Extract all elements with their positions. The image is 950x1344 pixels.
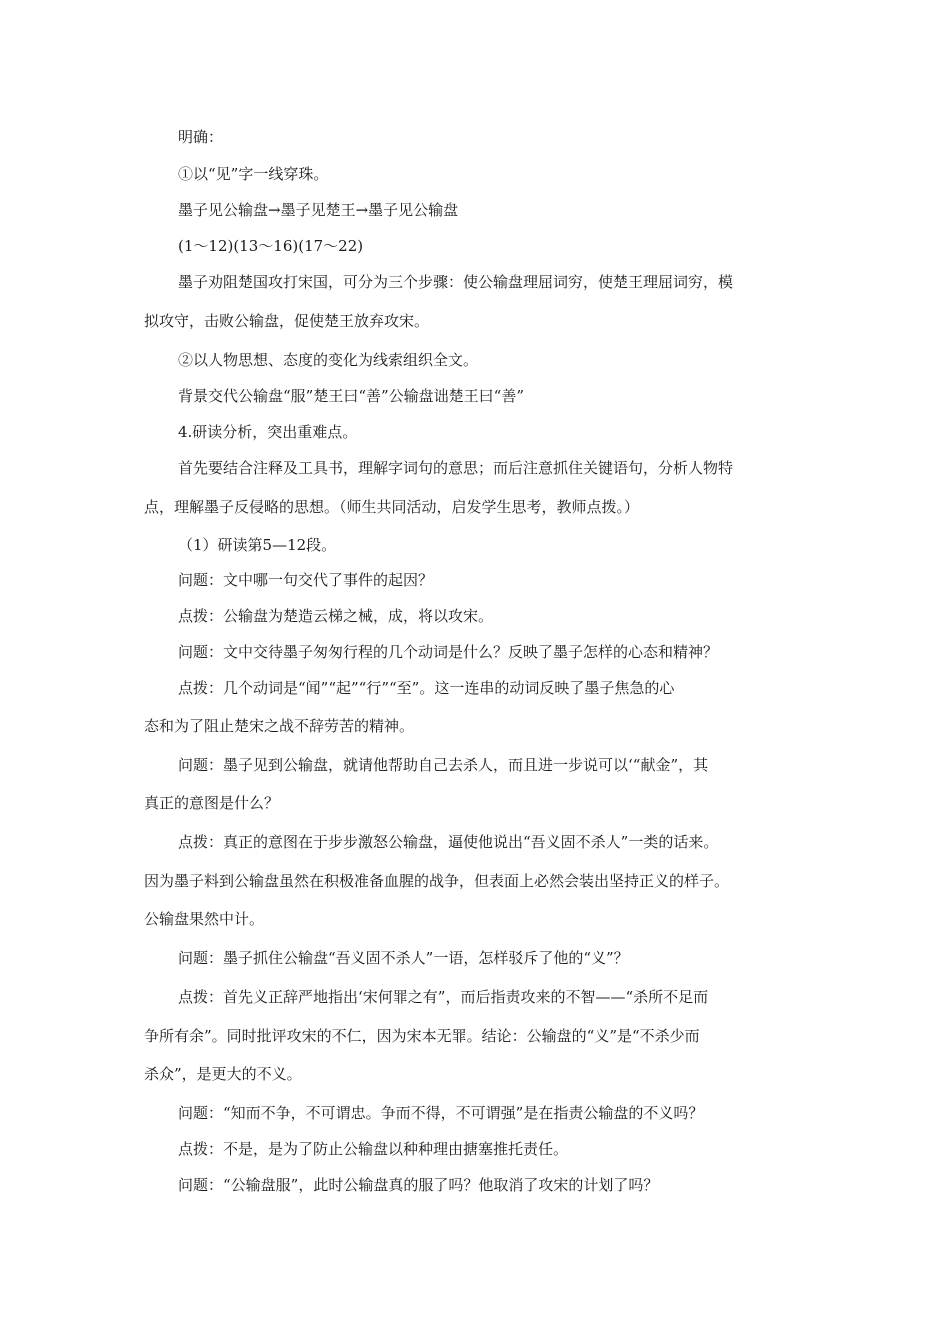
text-line: 点拨：公输盘为楚造云梯之械，成，将以攻宋。 — [178, 607, 494, 625]
text-line: 问题：文中哪一句交代了事件的起因？ — [178, 571, 434, 589]
text-line: （1）研读第5—12段。 — [178, 536, 337, 554]
text-line: 争所有余”。同时批评攻宋的不仁，因为宋本无罪。结论：公输盘的“义”是“不杀少而 — [144, 1027, 700, 1045]
text-line: 点，理解墨子反侵略的思想。（师生共同活动，启发学生思考，教师点拨。） — [144, 498, 640, 516]
text-line: 问题：“公输盘服”，此时公输盘真的服了吗？他取消了攻宋的计划了吗？ — [178, 1176, 659, 1194]
text-line: 拟攻守，击败公输盘，促使楚王放弃攻宋。 — [144, 312, 430, 330]
text-line: 墨子劝阻楚国攻打宋国，可分为三个步骤：使公输盘理屈词穷，使楚王理屈词穷，模 — [178, 273, 734, 291]
text-line: 态和为了阻止楚宋之战不辞劳苦的精神。 — [144, 717, 415, 735]
text-line: 墨子见公输盘→墨子见楚王→墨子见公输盘 — [178, 201, 459, 219]
text-line: 问题：文中交待墨子匆匆行程的几个动词是什么？反映了墨子怎样的心态和精神？ — [178, 643, 719, 661]
text-line: 问题：墨子抓住公输盘“吾义固不杀人”一语，怎样驳斥了他的“义”？ — [178, 949, 629, 967]
text-line: 点拨：真正的意图在于步步激怒公输盘，逼使他说出“吾义固不杀人”一类的话来。 — [178, 833, 719, 851]
text-line: 杀众”，是更大的不义。 — [144, 1065, 302, 1083]
text-line: 公输盘果然中计。 — [144, 910, 265, 928]
text-line: 背景交代公输盘“服”楚王曰“善”公输盘诎楚王曰“善” — [178, 387, 525, 405]
text-line: (1～12)(13～16)(17～22) — [178, 237, 364, 255]
text-line: 明确： — [178, 128, 224, 146]
text-line: ②以人物思想、态度的变化为线索组织全文。 — [178, 351, 479, 369]
text-line: 真正的意图是什么？ — [144, 794, 280, 812]
text-line: 4.研读分析，突出重难点。 — [178, 423, 358, 441]
text-line: 问题：“知而不争，不可谓忠。争而不得，不可谓强”是在指责公输盘的不义吗？ — [178, 1104, 704, 1122]
text-line: 首先要结合注释及工具书，理解字词句的意思；而后注意抓住关键语句，分析人物特 — [178, 459, 734, 477]
text-line: 点拨：首先义正辞严地指出‘宋何罪之有”，而后指责攻来的不智——“杀所不足而 — [178, 988, 709, 1006]
text-line: 问题：墨子见到公输盘，就请他帮助自己去杀人，而且进一步说可以‘“献金”，其 — [178, 756, 709, 774]
text-line: 因为墨子料到公输盘虽然在积极准备血腥的战争，但表面上必然会装出坚持正义的样子。 — [144, 872, 730, 890]
text-line: ①以“见”字一线穿珠。 — [178, 165, 329, 183]
text-line: 点拨：几个动词是“闻”“起”“行”“至”。这一连串的动词反映了墨子焦急的心 — [178, 679, 675, 697]
text-line: 点拨：不是，是为了防止公输盘以种种理由搪塞推托责任。 — [178, 1140, 569, 1158]
